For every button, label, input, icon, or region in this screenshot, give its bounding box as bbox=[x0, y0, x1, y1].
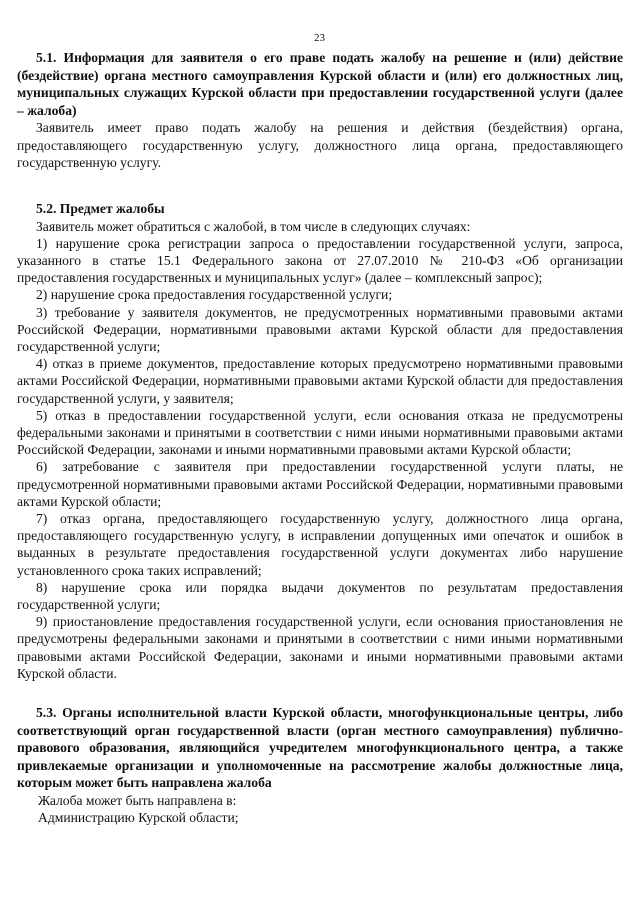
list-item: 5) отказ в предоставлении государственной услуги, если основания отказа не предусмотрены федеральными законами и принятыми в соответствии с ними иными нормативными правовыми актами Российской Федерации, законами и иными нормативными правовыми актами Курской области; bbox=[17, 407, 623, 458]
list-item: 8) нарушение срока или порядка выдачи документов по результатам предоставления государственной услуги; bbox=[17, 579, 623, 613]
list-item: 1) нарушение срока регистрации запроса о предоставлении государственной услуги, запроса, указанного в статье 15.1 Федерального закона от 27.07.2010 № 210-ФЗ «Об организации предоставления государственных и муниципальных услуг» (далее – комплексный запрос); bbox=[17, 235, 623, 286]
section-5-1 bbox=[17, 49, 623, 171]
section-heading: 5.2. Предмет жалобы bbox=[36, 200, 165, 216]
section-5-2 bbox=[17, 200, 623, 682]
list-item: 2) нарушение срока предоставления государственной услуги; bbox=[36, 287, 393, 303]
document-body bbox=[17, 49, 623, 826]
section-spacer bbox=[17, 682, 623, 704]
page-number: 23 bbox=[314, 32, 325, 44]
list-item: 9) приостановление предоставления государственной услуги, если основания приостановления не предусмотрены федеральными законами и принятыми в соответствии с ними иными нормативными правовыми актами Российской Федерации, законами и иными нормативными правовыми актами Курской области. bbox=[17, 614, 623, 681]
section-heading: 5.3. Органы исполнительной власти Курской области, многофункциональные центры, либо соответствующий орган государственной власти (орган местного самоуправления) публично-правового образования, являющийся учредителем многофункционального центра, а также привлекаемые организации и уполномоченные на рассмотрение жалобы должностные лица, которым может быть направлена жалоба bbox=[17, 705, 623, 791]
paragraph: Заявитель может обратиться с жалобой, в том числе в следующих случаях: bbox=[36, 218, 471, 234]
section-spacer bbox=[17, 171, 623, 200]
section-heading: 5.1. Информация для заявителя о его праве подать жалобу на решение и (или) действие (бездействие) органа местного самоуправления Курской области и (или) его должностных лиц, муниципальных служащих Курской области при предоставлении государственной услуги (далее – жалоба) bbox=[17, 50, 623, 118]
paragraph: Заявитель имеет право подать жалобу на решения и действия (бездействия) органа, предоставляющего государственную услугу, должностного лица органа, предоставляющего государственную услугу. bbox=[17, 120, 623, 170]
list-item: 4) отказ в приеме документов, предоставление которых предусмотрено нормативными правовыми актами Российской Федерации, нормативными правовыми актами Курской области для предоставления государственной услуги, у заявителя; bbox=[17, 356, 623, 406]
list-item: 3) требование у заявителя документов, не предусмотренных нормативными правовыми актами Российской Федерации, нормативными правовыми актами Курской области для предоставления государственной услуги; bbox=[17, 304, 623, 354]
section-5-3 bbox=[17, 704, 623, 826]
list-item: 7) отказ органа, предоставляющего государственную услугу, должностного лица органа, предоставляющего государственную услугу, в исправлении допущенных ими опечаток и ошибок в выданных в результате предоставления государственной услуги документах либо нарушение установленного срока таких исправлений; bbox=[17, 511, 623, 578]
paragraph: Администрацию Курской области; bbox=[38, 810, 239, 826]
paragraph: Жалоба может быть направлена в: bbox=[38, 793, 237, 809]
list-item: 6) затребование с заявителя при предоставлении государственной услуги платы, не предусмотренной нормативными правовыми актами Российской Федерации, нормативными правовыми актами Курской области; bbox=[17, 459, 623, 509]
